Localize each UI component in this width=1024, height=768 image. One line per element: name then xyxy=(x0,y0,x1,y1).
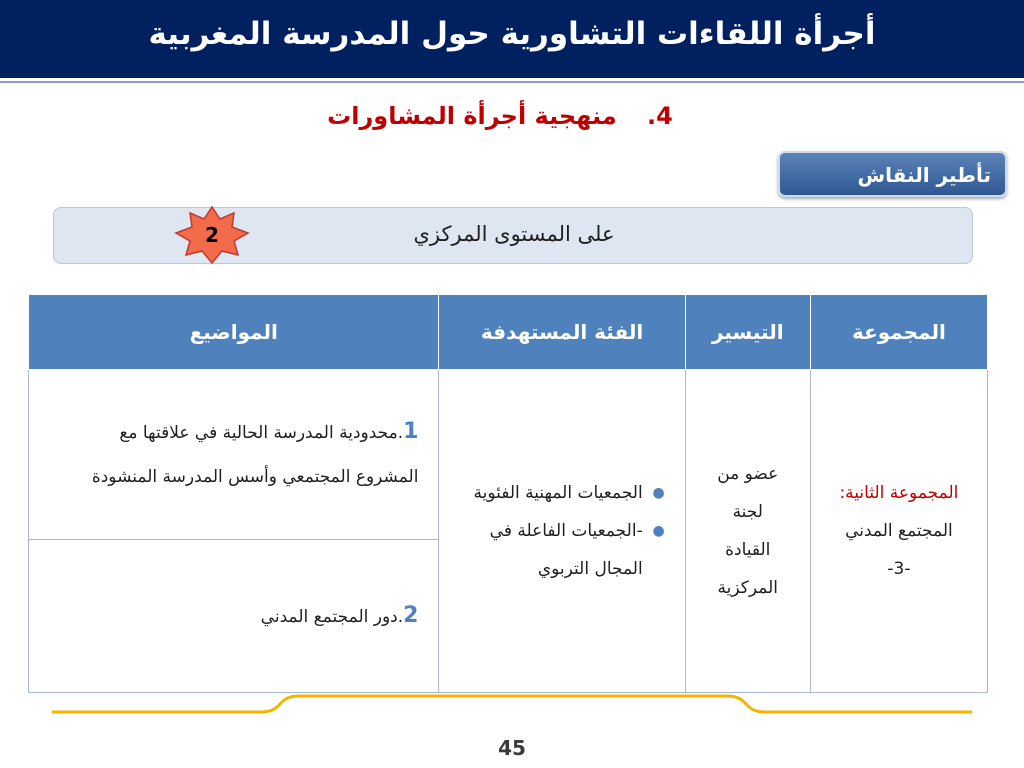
slide-title: أجرأة اللقاءات التشاورية حول المدرسة المغربية xyxy=(148,16,876,52)
bullet-icon: ● xyxy=(652,523,665,539)
section-number: 4. xyxy=(647,102,673,130)
topic-cell-2 xyxy=(29,540,439,693)
group-label: المجموعة الثانية: xyxy=(839,483,959,503)
group-index: -3- xyxy=(887,559,911,579)
decorative-divider xyxy=(52,694,972,724)
section-heading xyxy=(300,96,700,136)
title-bar xyxy=(0,0,1024,81)
level-label: على المستوى المركزي xyxy=(413,222,615,246)
header-group: المجموعة xyxy=(810,295,987,370)
frame-discussion-button[interactable]: تأطير النقاش xyxy=(778,151,1007,197)
group-cell xyxy=(810,370,987,693)
topic-number: 2 xyxy=(403,602,419,628)
page-number: 45 xyxy=(498,736,526,760)
topic-1-line2: المشروع المجتمعي وأسس المدرسة المنشودة xyxy=(91,467,419,487)
topic-2-line1: .دور المجتمع المدني xyxy=(260,606,404,627)
facilitation-line: المركزية xyxy=(717,578,778,598)
bullet-icon: ● xyxy=(652,485,665,501)
target-item-2-line2: المجال التربوي xyxy=(537,559,643,579)
header-target: الفئة المستهدفة xyxy=(439,295,685,370)
section-title: منهجية أجرأة المشاورات xyxy=(327,102,617,130)
target-list xyxy=(459,474,664,588)
topic-number: 1 xyxy=(403,419,419,444)
facilitation-line: لجنة xyxy=(732,502,763,522)
target-item-1: الجمعيات المهنية الفئوية xyxy=(473,483,643,503)
topic-1-line1: .محدودية المدرسة الحالية في علاقتها مع xyxy=(119,423,404,443)
list-item xyxy=(459,474,665,512)
table-row xyxy=(29,370,988,540)
group-name: المجتمع المدني xyxy=(845,521,953,541)
list-item xyxy=(459,512,665,588)
consultation-table xyxy=(28,294,988,693)
facilitation-cell xyxy=(685,370,810,693)
header-topics: المواضيع xyxy=(29,295,439,370)
facilitation-line: عضو من xyxy=(717,464,779,484)
header-facilitation: التيسير xyxy=(685,295,810,370)
target-cell xyxy=(439,370,685,693)
level-badge-number: 2 xyxy=(205,223,219,247)
table-header-row xyxy=(29,295,988,370)
target-item-2-line1: -الجمعيات الفاعلة في xyxy=(489,521,643,541)
facilitation-line: القيادة xyxy=(725,540,771,560)
topic-cell-1 xyxy=(29,370,439,540)
